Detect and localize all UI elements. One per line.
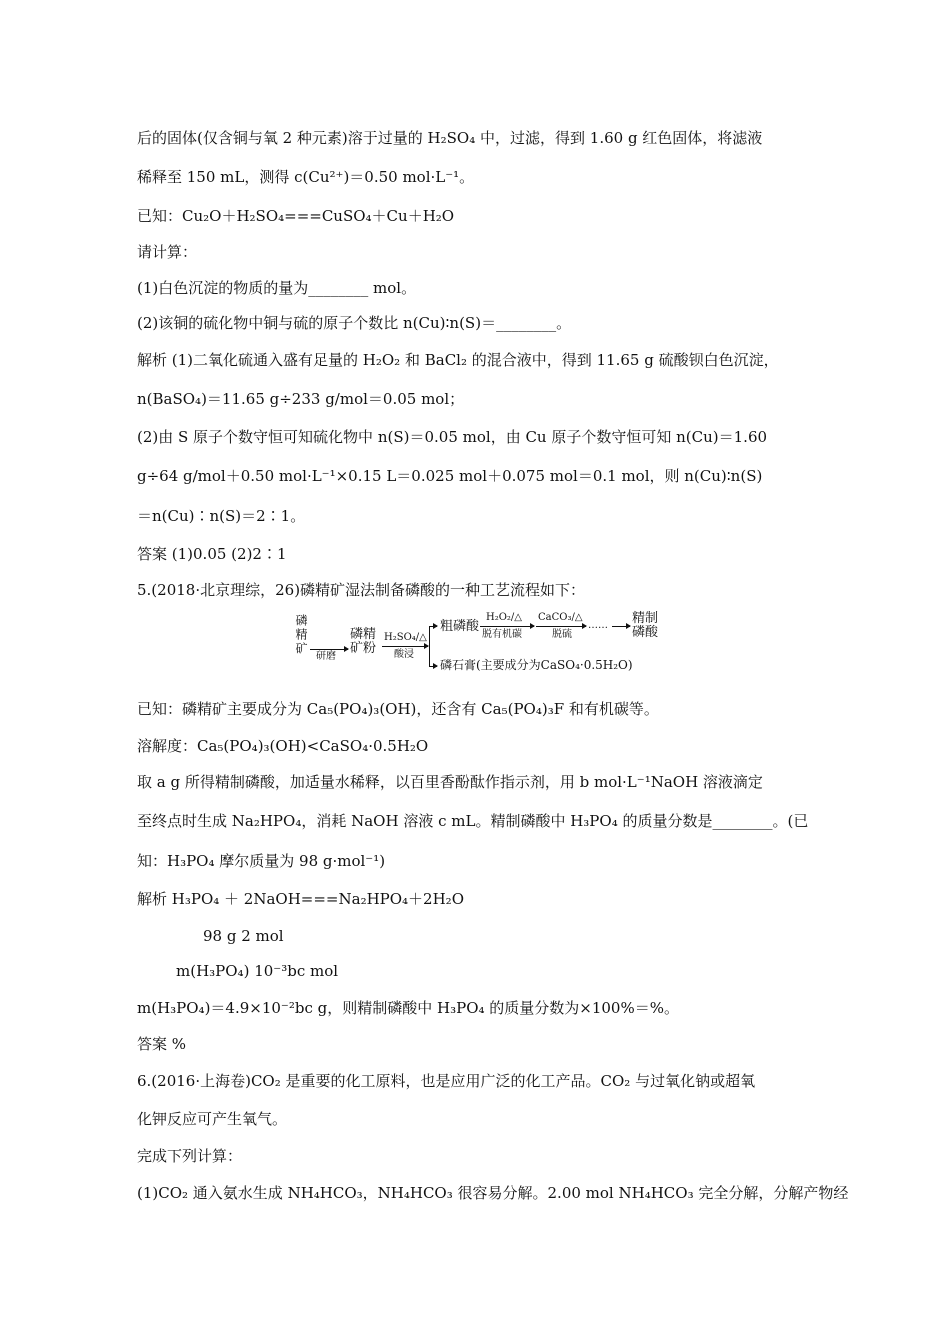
text-line: 请计算： bbox=[137, 243, 198, 261]
analysis-line: 解析 H₃PO₄ ＋ 2NaOH===Na₂HPO₄＋2H₂O bbox=[137, 890, 464, 908]
flow-step1-top: H₂O₂/△ bbox=[486, 612, 522, 623]
flow-arrow bbox=[429, 666, 437, 667]
analysis-line: n(BaSO₄)＝11.65 g÷233 g/mol＝0.05 mol； bbox=[137, 390, 465, 408]
text-line: 后的固体(仅含铜与氧 2 种元素)溶于过量的 H₂SO₄ 中，过滤，得到 1.60 g 红色固体，将滤液 bbox=[137, 129, 763, 147]
flow-gypsum: 磷石膏(主要成分为CaSO₄·0.5H₂O) bbox=[440, 658, 633, 672]
flow-grind: 研磨 bbox=[316, 651, 336, 662]
flow-acid-bottom: 酸浸 bbox=[394, 649, 414, 660]
flow-arrow bbox=[429, 626, 437, 627]
analysis-line: 解析 (1)二氧化硫通入盛有足量的 H₂O₂ 和 BaCl₂ 的混合液中，得到 11.65 g 硫酸钡白色沉淀， bbox=[137, 351, 779, 369]
flow-step2-bottom: 脱硫 bbox=[552, 629, 572, 640]
flow-refined-acid: 精制磷酸 bbox=[632, 611, 659, 640]
text-line: 已知：Cu₂O＋H₂SO₄===CuSO₄＋Cu＋H₂O bbox=[137, 207, 455, 225]
text-line: 完成下列计算： bbox=[137, 1147, 243, 1165]
question-2: (2)该铜的硫化物中铜与硫的原子个数比 n(Cu)∶n(S)＝________。 bbox=[137, 314, 572, 332]
process-flow-diagram bbox=[290, 611, 670, 674]
answer-line: 答案 (1)0.05 (2)2∶1 bbox=[137, 545, 287, 563]
problem-5-heading: 5.(2018·北京理综，26)磷精矿湿法制备磷酸的一种工艺流程如下： bbox=[137, 581, 586, 599]
text-line: 稀释至 150 mL，测得 c(Cu²⁺)＝0.50 mol·L⁻¹。 bbox=[137, 168, 475, 186]
text-line: 已知：磷精矿主要成分为 Ca₅(PO₄)₃(OH)，还含有 Ca₅(PO₄)₃F 和有机碳等。 bbox=[137, 700, 659, 718]
text-line: 知：H₃PO₄ 摩尔质量为 98 g·mol⁻¹) bbox=[137, 852, 386, 870]
flow-acid-top: H₂SO₄/△ bbox=[384, 632, 427, 643]
flow-arrow bbox=[480, 626, 534, 627]
analysis-line: ＝n(Cu)∶n(S)＝2∶1。 bbox=[137, 507, 306, 525]
question-1: (1)白色沉淀的物质的量为________ mol。 bbox=[137, 279, 417, 297]
analysis-line: g÷64 g/mol＋0.50 mol·L⁻¹×0.15 L＝0.025 mol＋0.075 mol＝0.1 mol，则 n(Cu)∶n(S) bbox=[137, 467, 763, 485]
text-line: (1)CO₂ 通入氨水生成 NH₄HCO₃，NH₄HCO₃ 很容易分解。2.00 mol NH₄HCO₃ 完全分解，分解产物经 bbox=[137, 1184, 849, 1202]
flow-branch bbox=[429, 626, 430, 666]
analysis-line: m(H₃PO₄)＝4.9×10⁻²bc g，则精制磷酸中 H₃PO₄ 的质量分数为×100%＝%。 bbox=[137, 999, 679, 1017]
analysis-line: m(H₃PO₄) 10⁻³bc mol bbox=[176, 962, 339, 980]
text-line: 取 a g 所得精制磷酸，加适量水稀释，以百里香酚酞作指示剂，用 b mol·L⁻¹NaOH 溶液滴定 bbox=[137, 773, 763, 791]
flow-dots: …… bbox=[588, 620, 608, 631]
text-line: 至终点时生成 Na₂HPO₄，消耗 NaOH 溶液 c mL。精制磷酸中 H₃PO₄ 的质量分数是________。(已 bbox=[137, 812, 809, 830]
text-line: 化钾反应可产生氧气。 bbox=[137, 1110, 288, 1128]
flow-arrow bbox=[382, 646, 428, 647]
flow-step1-bottom: 脱有机碳 bbox=[482, 629, 522, 640]
problem-6-heading: 6.(2016·上海卷)CO₂ 是重要的化工原料，也是应用广泛的化工产品。CO₂ 与过氧化钠或超氧 bbox=[137, 1072, 756, 1090]
flow-ore: 磷精矿 bbox=[294, 614, 308, 656]
flow-step2-top: CaCO₃/△ bbox=[538, 612, 583, 623]
analysis-line: (2)由 S 原子个数守恒可知硫化物中 n(S)＝0.05 mol，由 Cu 原子个数守恒可知 n(Cu)＝1.60 bbox=[137, 428, 768, 446]
flow-crude-acid: 粗磷酸 bbox=[440, 619, 480, 634]
flow-arrow bbox=[536, 626, 586, 627]
flow-arrow bbox=[612, 626, 630, 627]
answer-line: 答案 % bbox=[137, 1035, 187, 1053]
text-line: 溶解度：Ca₅(PO₄)₃(OH)<CaSO₄·0.5H₂O bbox=[137, 737, 429, 755]
flow-powder: 磷精矿粉 bbox=[350, 627, 377, 656]
analysis-line: 98 g 2 mol bbox=[203, 927, 284, 945]
flow-arrow bbox=[310, 649, 348, 650]
